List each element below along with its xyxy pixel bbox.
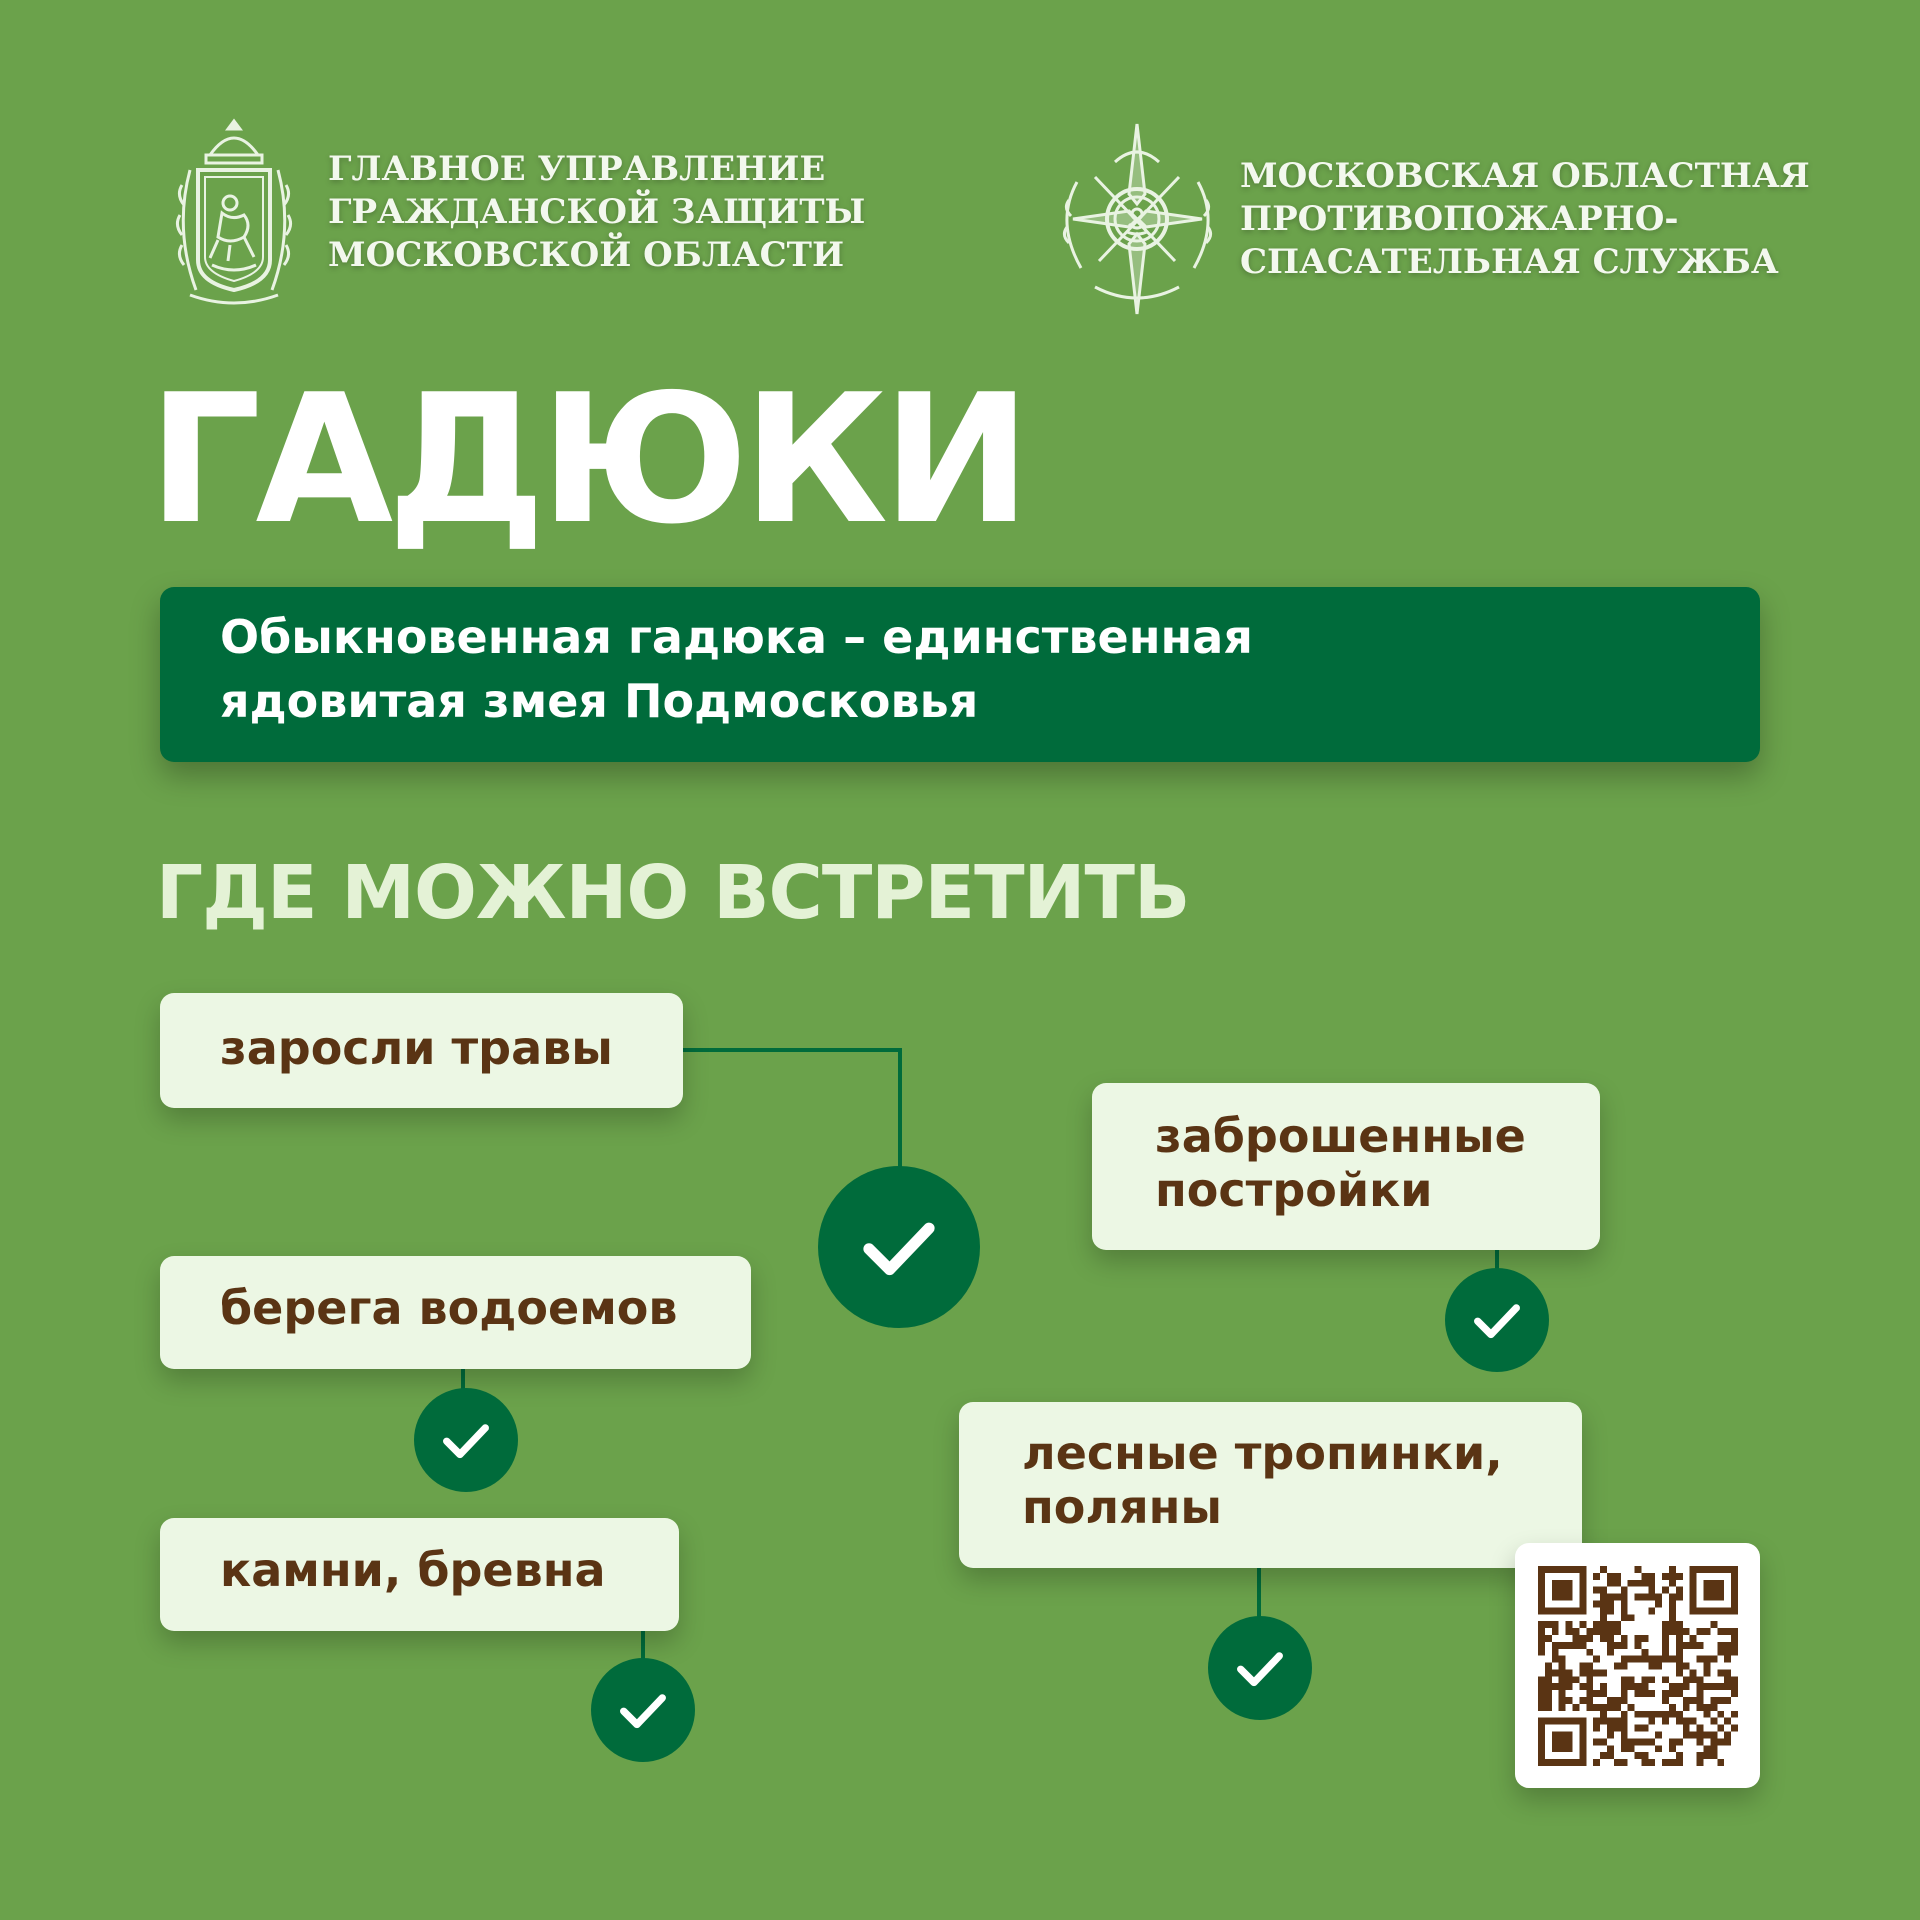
- qr-code[interactable]: [1515, 1543, 1760, 1788]
- place-card-buildings: [1092, 1083, 1600, 1250]
- right-org-line: МОСКОВСКАЯ ОБЛАСТНАЯ: [1240, 156, 1810, 196]
- section-title: ГДЕ МОЖНО ВСТРЕТИТЬ: [156, 850, 1190, 936]
- check-badge: [1445, 1268, 1549, 1372]
- right-org-line: СПАСАТЕЛЬНАЯ СЛУЖБА: [1240, 242, 1779, 282]
- left-org-line: ГЛАВНОЕ УПРАВЛЕНИЕ: [328, 149, 826, 189]
- check-icon: [1468, 1291, 1526, 1349]
- check-badge: [1208, 1616, 1312, 1720]
- banner-line: ядовитая змея Подмосковья: [220, 674, 979, 728]
- page-title: ГАДЮКИ: [148, 356, 1026, 563]
- place-label: берега водоемов: [220, 1281, 678, 1335]
- check-icon: [1231, 1639, 1289, 1697]
- connector-line: [655, 1050, 900, 1168]
- check-badge: [414, 1388, 518, 1492]
- left-org-line: МОСКОВСКОЙ ОБЛАСТИ: [328, 235, 845, 275]
- left-org-line: ГРАЖДАНСКОЙ ЗАЩИТЫ: [328, 192, 866, 232]
- place-label: камни, бревна: [220, 1543, 606, 1597]
- place-card-shores: [160, 1256, 751, 1369]
- check-icon: [437, 1411, 495, 1469]
- check-icon: [854, 1202, 944, 1292]
- banner-line: Обыкновенная гадюка – единственная: [220, 610, 1253, 664]
- place-label: заброшенные: [1155, 1109, 1526, 1163]
- place-label: заросли травы: [220, 1021, 613, 1075]
- place-label: поляны: [1022, 1480, 1222, 1534]
- place-card-grass: [160, 993, 683, 1108]
- place-card-stones: [160, 1518, 679, 1631]
- qr-code-icon: [1538, 1566, 1738, 1766]
- check-badge: [818, 1166, 980, 1328]
- check-badge: [591, 1658, 695, 1762]
- right-org-line: ПРОТИВОПОЖАРНО-: [1240, 199, 1679, 239]
- place-label: постройки: [1155, 1163, 1433, 1217]
- place-label: лесные тропинки,: [1022, 1426, 1503, 1480]
- place-card-forest-paths: [959, 1402, 1582, 1568]
- check-icon: [614, 1681, 672, 1739]
